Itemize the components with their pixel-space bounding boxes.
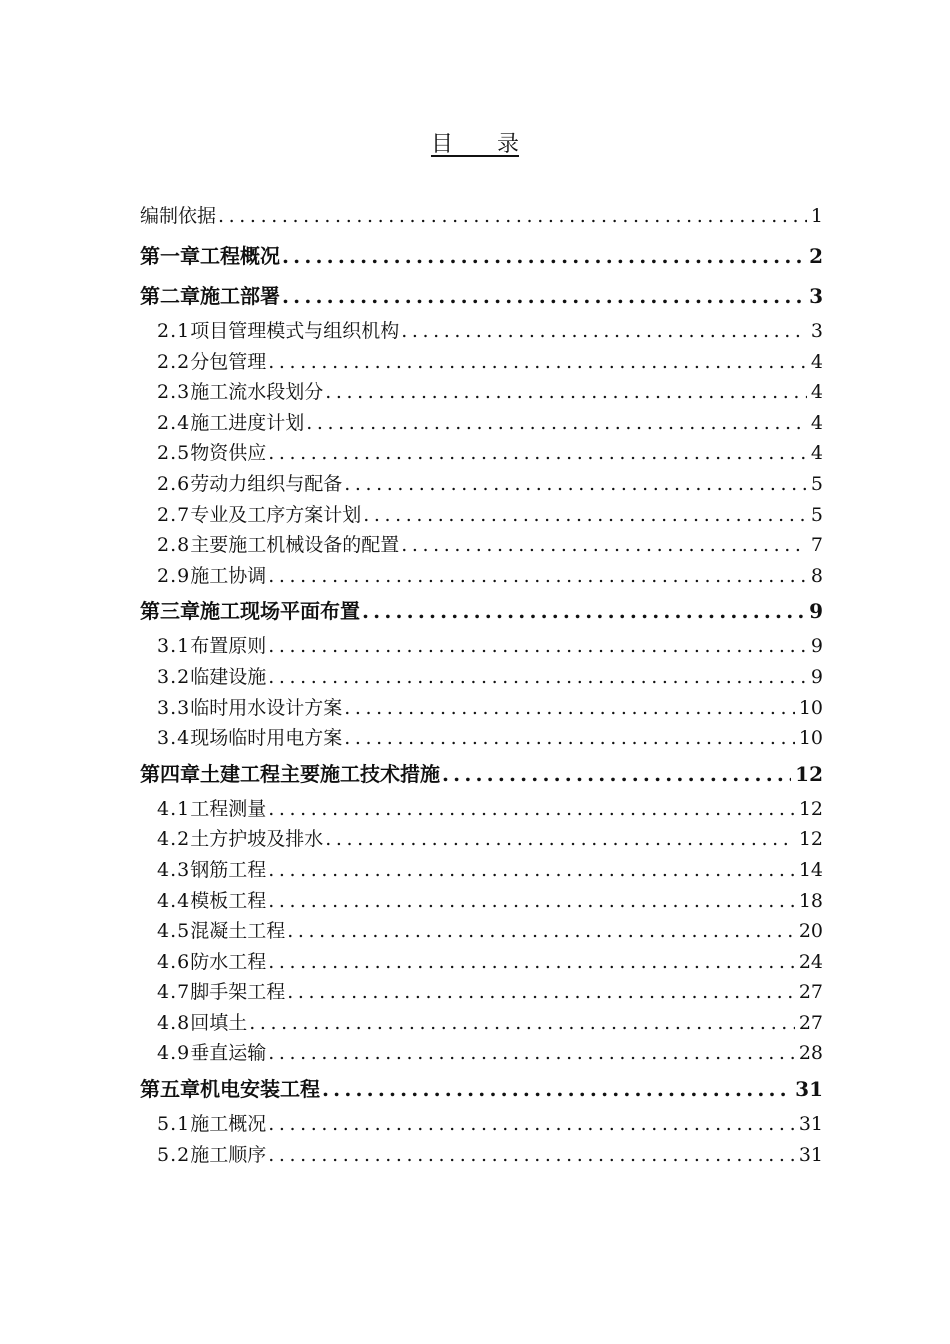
page-number: 9 [810, 665, 823, 688]
section-number: 5.1 [157, 1113, 191, 1136]
entry-title: 劳动力组织与配备 [190, 472, 343, 495]
dot-leader [282, 236, 805, 276]
page-number: 4 [810, 442, 823, 465]
page-number: 31 [795, 1077, 823, 1102]
dot-leader [268, 1038, 795, 1069]
section-number: 3.4 [157, 727, 191, 750]
toc-section-entry[interactable] [140, 916, 823, 947]
page-number: 31 [798, 1113, 823, 1136]
section-number: 2.7 [157, 503, 191, 526]
page-number: 3 [809, 284, 823, 308]
toc-section-entry[interactable] [140, 886, 823, 917]
dot-leader [344, 693, 795, 724]
dot-leader [401, 530, 807, 561]
page-number: 10 [798, 696, 823, 719]
toc-section-entry[interactable] [140, 469, 823, 500]
section-number: 2.5 [157, 442, 191, 465]
toc-section-entry[interactable] [140, 1008, 823, 1039]
dot-leader [268, 1109, 795, 1140]
page-number: 18 [798, 889, 823, 912]
dot-leader [362, 591, 805, 631]
toc-section-entry[interactable] [140, 1109, 823, 1140]
entry-title: 施工现场平面布置 [200, 599, 360, 624]
chapter-number: 第一章 [140, 244, 200, 268]
entry-title: 工程测量 [190, 797, 267, 820]
toc-section-entry[interactable] [140, 693, 823, 724]
entry-title: 临时用水设计方案 [190, 696, 343, 719]
toc-section-entry[interactable] [140, 1140, 823, 1171]
entry-title: 土建工程主要施工技术措施 [200, 761, 440, 786]
entry-title: 模板工程 [190, 889, 267, 912]
toc-section-entry[interactable] [140, 662, 823, 693]
toc-section-entry[interactable] [140, 438, 823, 469]
entry-title: 防水工程 [190, 950, 267, 973]
chapter-number: 第五章 [140, 1077, 200, 1102]
entry-title: 机电安装工程 [200, 1077, 320, 1102]
page-number: 9 [810, 635, 823, 658]
section-number: 4.3 [157, 858, 191, 881]
toc-section-entry[interactable] [140, 824, 823, 855]
dot-leader [268, 347, 807, 378]
toc-chapter-entry[interactable] [140, 1069, 823, 1109]
dot-leader [442, 754, 791, 794]
toc-chapter-entry[interactable] [140, 236, 823, 276]
chapter-number: 第二章 [140, 284, 200, 308]
page-number: 4 [810, 381, 823, 404]
entry-title: 垂直运输 [190, 1042, 267, 1065]
entry-title: 混凝土工程 [190, 920, 286, 943]
page-number: 28 [798, 1042, 823, 1065]
toc-chapter-entry[interactable] [140, 591, 823, 631]
entry-title: 施工流水段划分 [190, 381, 324, 404]
dot-leader [268, 438, 807, 469]
toc-section-entry[interactable] [140, 723, 823, 754]
dot-leader [268, 662, 807, 693]
entry-title: 土方护坡及排水 [190, 828, 324, 851]
section-number: 3.3 [157, 696, 191, 719]
entry-title: 回填土 [190, 1011, 248, 1034]
dot-leader [344, 469, 807, 500]
toc-section-entry[interactable] [140, 316, 823, 347]
section-number: 3.2 [157, 665, 191, 688]
section-number: 2.8 [157, 534, 191, 557]
table-of-contents [140, 198, 823, 1170]
page-number: 5 [810, 503, 823, 526]
toc-section-entry[interactable] [140, 855, 823, 886]
entry-title: 分包管理 [190, 350, 267, 373]
dot-leader [401, 316, 807, 347]
page-number: 5 [810, 472, 823, 495]
section-number: 3.1 [157, 635, 191, 658]
chapter-number: 第四章 [140, 761, 200, 786]
section-number: 4.9 [157, 1042, 191, 1065]
toc-chapter-entry[interactable] [140, 754, 823, 794]
dot-leader [325, 377, 807, 408]
dot-leader [218, 198, 807, 234]
toc-section-entry[interactable] [140, 530, 823, 561]
page-number: 27 [798, 981, 823, 1004]
dot-leader [325, 824, 795, 855]
toc-entry[interactable] [140, 198, 823, 234]
page-number: 9 [809, 599, 823, 624]
page-number: 2 [809, 244, 823, 268]
entry-title: 工程概况 [200, 244, 280, 268]
dot-leader [306, 408, 807, 439]
page-number: 24 [798, 950, 823, 973]
entry-title: 现场临时用电方案 [190, 727, 343, 750]
toc-section-entry[interactable] [140, 631, 823, 662]
page-number: 4 [810, 411, 823, 434]
page-number: 12 [798, 797, 823, 820]
dot-leader [287, 916, 795, 947]
page-number: 3 [810, 320, 823, 342]
dot-leader [287, 977, 795, 1008]
section-number: 4.8 [157, 1011, 191, 1034]
page-number: 12 [795, 761, 823, 786]
entry-title: 布置原则 [190, 635, 267, 658]
dot-leader [249, 1008, 795, 1039]
entry-title: 施工概况 [190, 1113, 267, 1136]
section-number: 2.1 [157, 320, 191, 342]
entry-title: 物资供应 [190, 442, 267, 465]
page-number: 31 [798, 1143, 823, 1166]
page-number: 4 [810, 350, 823, 373]
page-number: 1 [810, 205, 823, 227]
chapter-number: 第三章 [140, 599, 200, 624]
entry-title: 施工协调 [190, 564, 267, 587]
toc-section-entry[interactable] [140, 408, 823, 439]
section-number: 4.7 [157, 981, 191, 1004]
toc-chapter-entry[interactable] [140, 276, 823, 316]
entry-title: 主要施工机械设备的配置 [190, 534, 400, 557]
entry-title: 项目管理模式与组织机构 [190, 320, 400, 342]
section-number: 4.4 [157, 889, 191, 912]
entry-title: 专业及工序方案计划 [190, 503, 362, 526]
dot-leader [268, 1140, 795, 1171]
entry-title: 编制依据 [140, 205, 217, 227]
page-number: 7 [810, 534, 823, 557]
toc-title [0, 130, 950, 160]
entry-title: 施工进度计划 [190, 411, 305, 434]
page-number: 20 [798, 920, 823, 943]
dot-leader [322, 1069, 791, 1109]
toc-section-entry[interactable] [140, 377, 823, 408]
toc-section-entry[interactable] [140, 500, 823, 531]
section-number: 2.9 [157, 564, 191, 587]
entry-title: 施工部署 [200, 284, 280, 308]
dot-leader [282, 276, 805, 316]
dot-leader [363, 500, 807, 531]
entry-title: 脚手架工程 [190, 981, 286, 1004]
dot-leader [268, 855, 795, 886]
toc-section-entry[interactable] [140, 794, 823, 825]
section-number: 2.4 [157, 411, 191, 434]
toc-section-entry[interactable] [140, 1038, 823, 1069]
dot-leader [268, 561, 807, 592]
section-number: 2.2 [157, 350, 191, 373]
entry-title: 施工顺序 [190, 1143, 267, 1166]
page-number: 8 [810, 564, 823, 587]
dot-leader [268, 794, 795, 825]
section-number: 4.1 [157, 797, 191, 820]
section-number: 4.2 [157, 828, 191, 851]
page-number: 14 [798, 858, 823, 881]
section-number: 5.2 [157, 1143, 191, 1166]
toc-section-entry[interactable] [140, 947, 823, 978]
entry-title: 钢筋工程 [190, 858, 267, 881]
page-number: 12 [798, 828, 823, 851]
dot-leader [344, 723, 795, 754]
section-number: 2.3 [157, 381, 191, 404]
page-number: 27 [798, 1011, 823, 1034]
page-number: 10 [798, 727, 823, 750]
entry-title: 临建设施 [190, 665, 267, 688]
toc-title-text: 目 录 [430, 132, 519, 157]
section-number: 2.6 [157, 472, 191, 495]
toc-section-entry[interactable] [140, 977, 823, 1008]
section-number: 4.6 [157, 950, 191, 973]
section-number: 4.5 [157, 920, 191, 943]
dot-leader [268, 631, 807, 662]
dot-leader [268, 886, 795, 917]
toc-section-entry[interactable] [140, 561, 823, 592]
toc-section-entry[interactable] [140, 347, 823, 378]
dot-leader [268, 947, 795, 978]
